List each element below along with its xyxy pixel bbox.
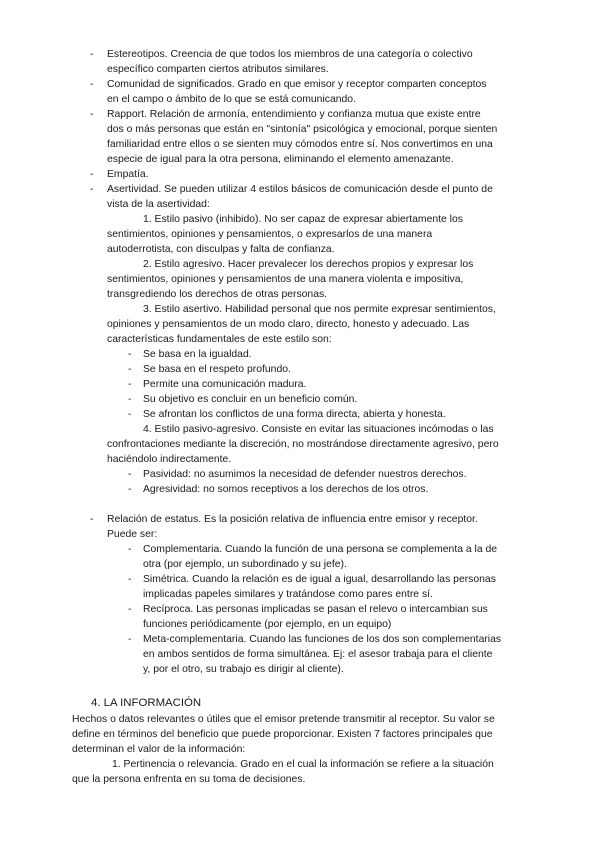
list-item: - Pasividad: no asumimos la necesidad de defender nuestros derechos. [128, 469, 467, 480]
list-item-simetrica: - Simétrica. Cuando la relación es de igual a igual, desarrollando las personas implicadas papeles similares y tratándose como pares entre sí. [128, 574, 496, 600]
style-passive: 1. Estilo pasivo (inhibido). No ser capaz de expresar abiertamente los sentimientos, opiniones y pensamientos, o expresarlos de una manera autoderrotista, con disculpas y falta de confianza. [107, 214, 463, 255]
spacer [0, 497, 600, 512]
list-item: - Permite una comunicación madura. [128, 379, 307, 390]
list-item-asertividad: - Asertividad. Se pueden utilizar 4 estilos básicos de comunicación desde el punto de vista de la asertividad: [90, 184, 493, 210]
bullet-dash: - [90, 184, 94, 195]
list-item: - Agresividad: no somos receptivos a los derechos de los otros. [128, 484, 429, 495]
bullet-dash: - [128, 574, 132, 585]
list-item: - Se basa en el respeto profundo. [128, 364, 291, 375]
bullet-dash: - [128, 604, 132, 615]
bullet-dash: - [128, 379, 132, 390]
section-heading-informacion: 4. LA INFORMACIÓN [91, 697, 202, 709]
list-item-empatia: - Empatía. [90, 169, 149, 180]
list-item: - Su objetivo es concluir en un beneficio común. [128, 394, 358, 405]
bullet-dash: - [128, 634, 132, 645]
assertive-traits-list [0, 347, 600, 422]
bullet-dash: - [128, 409, 132, 420]
status-types-list [0, 542, 600, 677]
list-item-estereotipos: - Estereotipos. Creencia de que todos los miembros de una categoría o colectivo específico comparten ciertos atributos similares. [90, 49, 473, 75]
bullet-dash: - [128, 349, 132, 360]
list-item-reciproca: - Recíproca. Las personas implicadas se pasan el relevo o intercambian sus funciones periódicamente (por ejemplo, en un equipo) [128, 604, 488, 630]
list-item-meta-complementaria: - Meta-complementaria. Cuando las funciones de los dos son complementarias en ambos sentidos de forma simultánea. Ej: el asesor trabaja para el cliente y, por el otro, su trabajo es dirigir al cliente). [128, 634, 502, 675]
bullet-dash: - [128, 394, 132, 405]
list-item-comunidad: - Comunidad de significados. Grado en que emisor y receptor comparten conceptos en el campo o ámbito de lo que se está comunicando. [90, 79, 487, 105]
bullet-dash: - [90, 49, 94, 60]
bullet-dash: - [90, 79, 94, 90]
bullet-dash: - [90, 169, 94, 180]
list-item: - Se afrontan los conflictos de una forma directa, abierta y honesta. [128, 409, 446, 420]
bullet-dash: - [128, 364, 132, 375]
list-item: - Se basa en la igualdad. [128, 349, 252, 360]
passive-aggressive-traits-list [0, 467, 600, 497]
style-passive-aggressive: 4. Estilo pasivo-agresivo. Consiste en evitar las situaciones incómodas o las confrontaciones mediante la discreción, no mostrándose directamente agresivo, pero haciéndolo indirectamente. [107, 424, 499, 465]
list-item-rapport: - Rapport. Relación de armonía, entendimiento y confianza mutua que existe entre dos o más personas que están en "sintonía" psicológica y emocional, porque sienten familiaridad entre ellos o se sienten muy cómodos entre sí. Nos convertimos en una especie de igual para la otra persona, eliminando el elemento amenazante. [90, 109, 498, 165]
bullet-dash: - [128, 469, 132, 480]
section-body: Hechos o datos relevantes o útiles que el emisor pretende transmitir al receptor. Su valor se define en términos del beneficio que puede proporcionar. Existen 7 factores principales que determinan el valor de la información: 1. Pertinencia o relevancia. Grado en el cual la información se refiere a la situación que la persona enfrenta en su toma de decisiones. [72, 712, 532, 787]
list-item-relacion-estatus: - Relación de estatus. Es la posición relativa de influencia entre emisor y receptor. Puede ser: [90, 514, 478, 540]
style-assertive: 3. Estilo asertivo. Habilidad personal que nos permite expresar sentimientos, opiniones y pensamientos de un modo claro, directo, honesto y adecuado. Las características fundamentales de este estilo son: [107, 304, 496, 345]
bullet-dash: - [90, 514, 94, 525]
bullet-dash: - [128, 484, 132, 495]
list-item-complementaria: - Complementaria. Cuando la función de una persona se complementa a la de otra (por ejemplo, un subordinado y su jefe). [128, 544, 498, 570]
factor-pertinencia: 1. Pertinencia o relevancia. Grado en el cual la información se refiere a la situación [112, 759, 494, 770]
bullet-dash: - [90, 109, 94, 120]
style-aggressive: 2. Estilo agresivo. Hacer prevalecer los derechos propios y expresar los sentimientos, opiniones y pensamientos de una manera violenta e impositiva, transgrediendo los derechos de otras personas. [107, 259, 474, 300]
upper-list [0, 47, 600, 677]
bullet-dash: - [128, 544, 132, 555]
